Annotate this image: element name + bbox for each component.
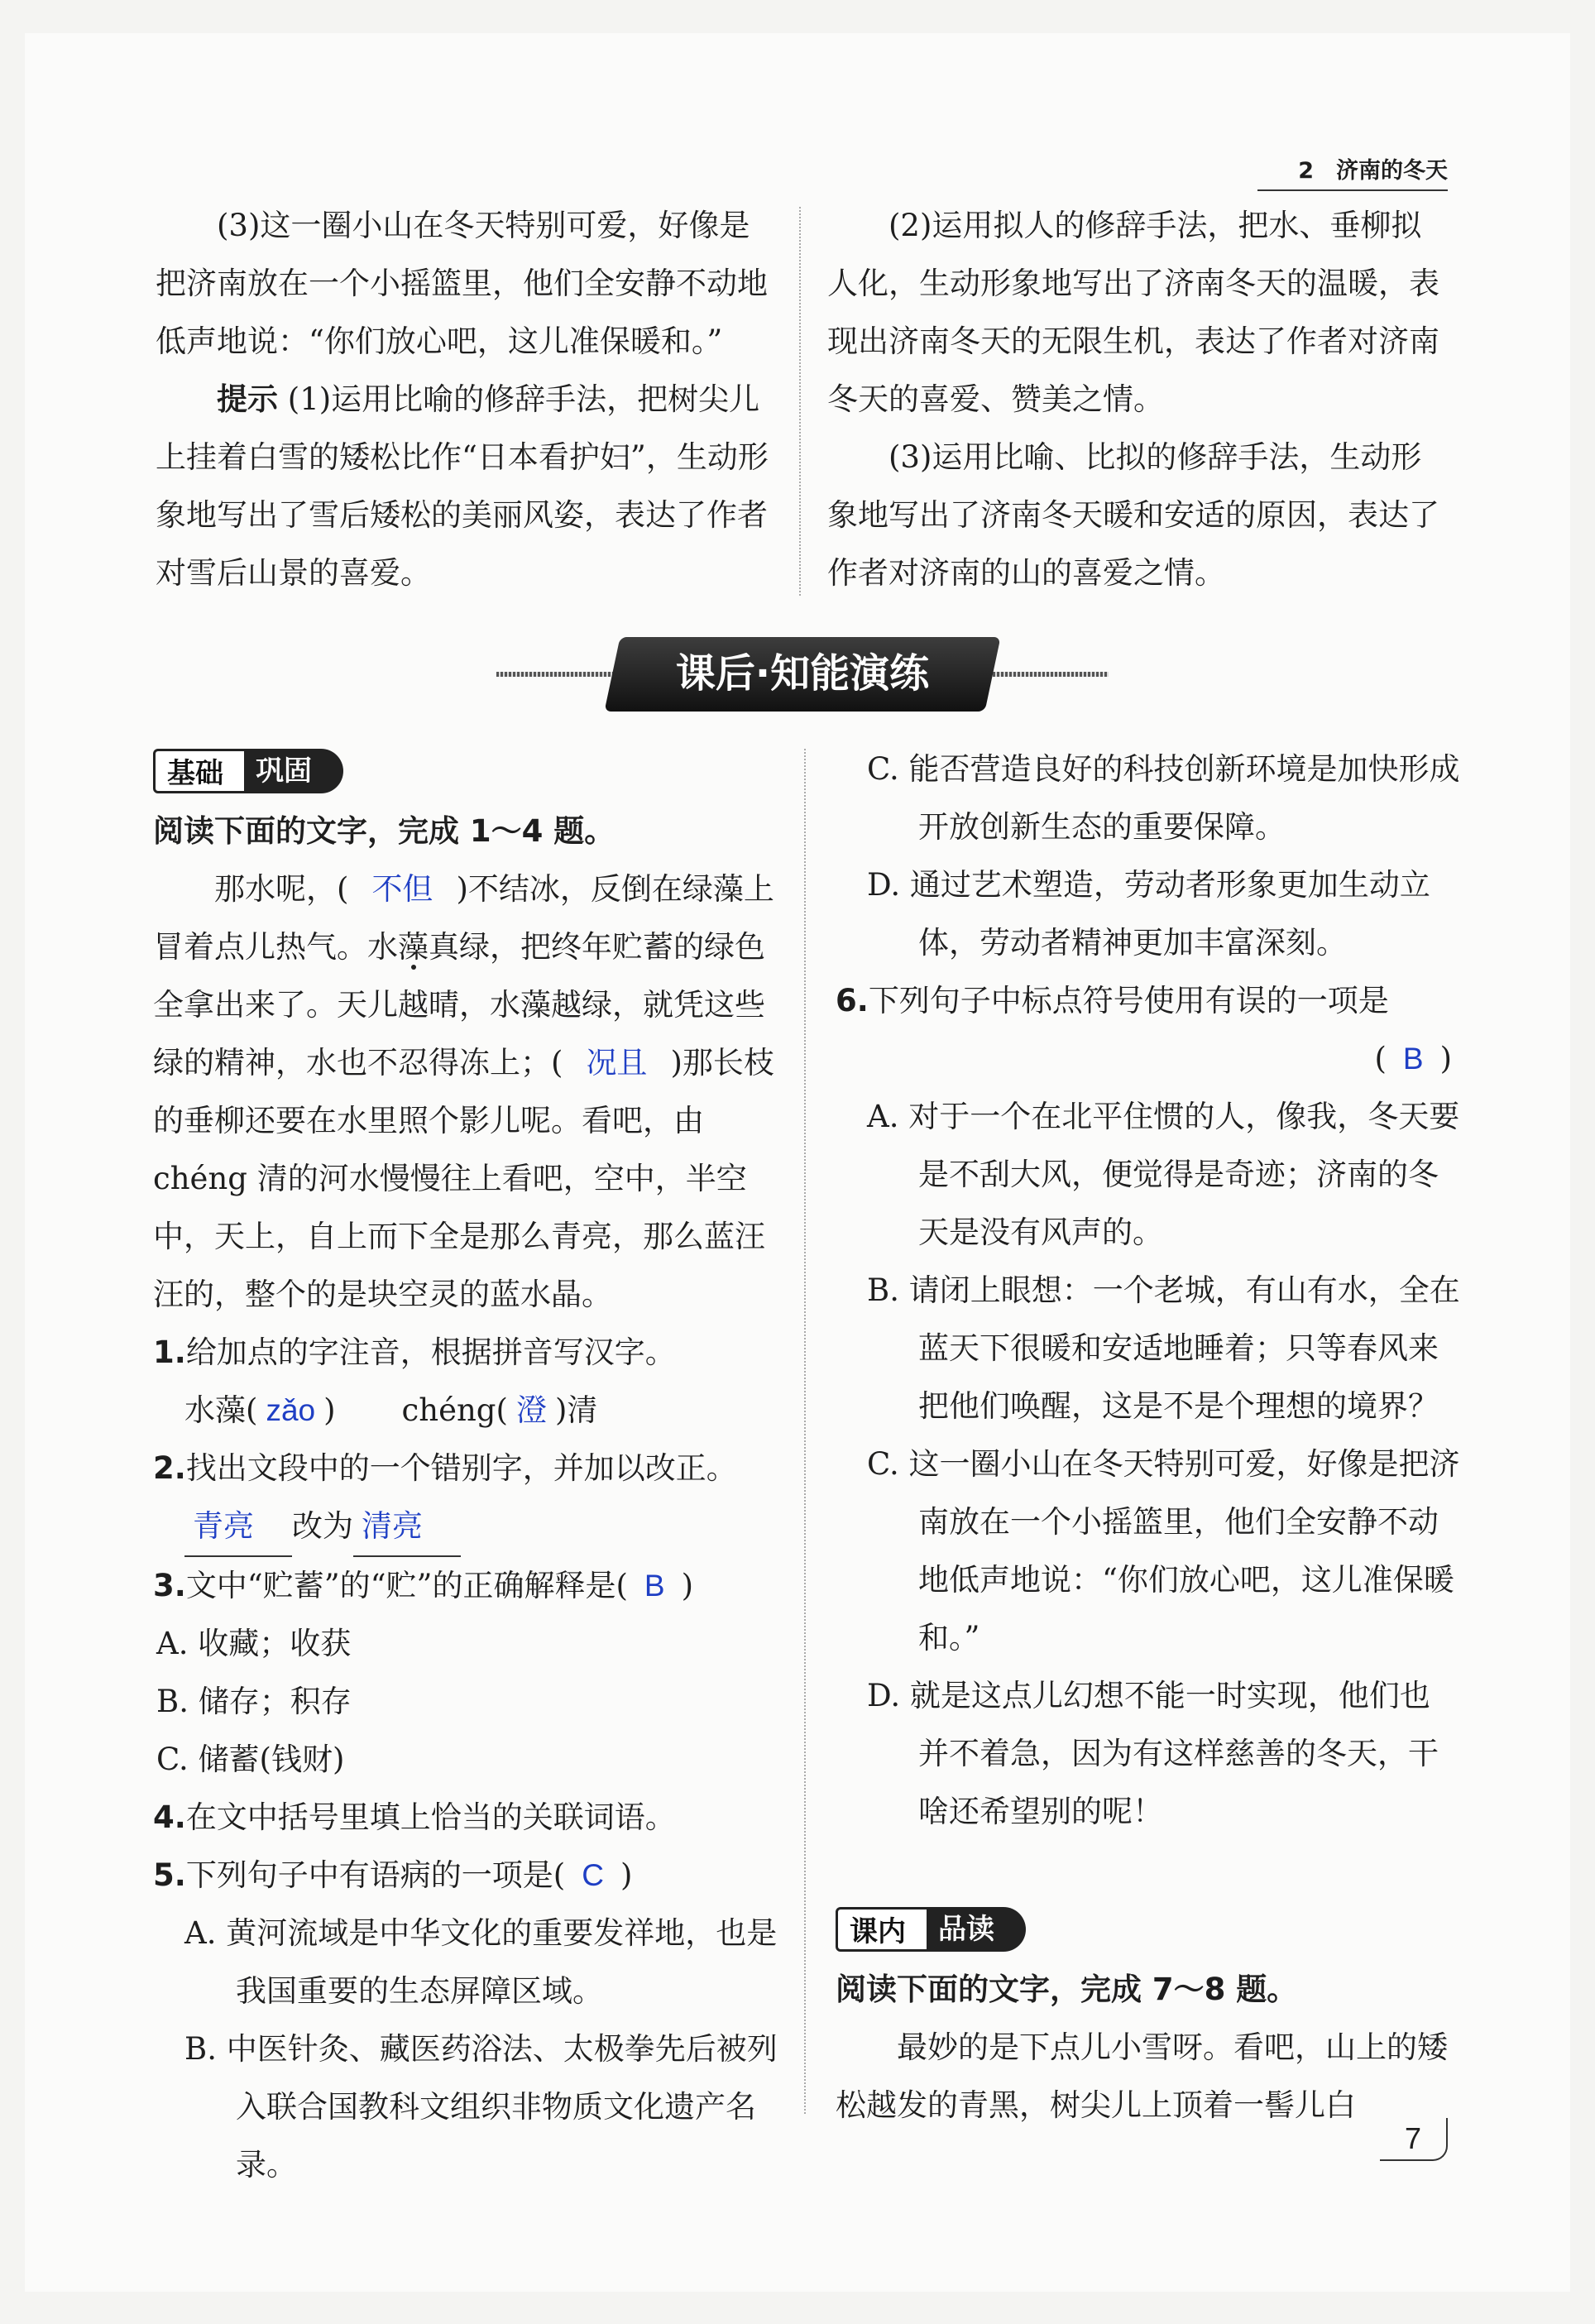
pinyin-answer[interactable]: zǎo: [266, 1393, 316, 1427]
hint-label: 提示: [217, 381, 278, 417]
question-5: 5.下列句子中有语病的一项是( C ): [153, 1857, 633, 1893]
top-column-divider: [799, 207, 801, 596]
basics-tag: [153, 749, 348, 793]
answer-2-text: (2)运用拟人的修辞手法，把水、垂柳拟人化，生动形象地写出了济南冬天的温暖，表现出济南冬天的无限生机，表达了作者对济南冬天的喜爱、赞美之情。: [827, 208, 1439, 417]
top-right-column: [827, 197, 1452, 602]
top-left-column: [156, 197, 772, 602]
q6-option: D. 就是这点儿幻想不能一时实现，他们也并不着急，因为有这样慈善的冬天，干啥还希望别的呢！: [867, 1678, 1439, 1829]
right-column: [836, 740, 1460, 1841]
reading-instruction-2: 阅读下面的文字，完成 7～8 题。: [836, 1972, 1298, 2007]
question-1-answers: 水藻( zǎo ) chéng( 澄 )清: [184, 1392, 598, 1428]
passage-2: 最妙的是下点儿小雪呀。看吧，山上的矮松越发的青黑，树尖儿上顶着一髻儿白: [836, 2029, 1448, 2123]
hint-text: (1)运用比喻的修辞手法，把树尖儿上挂着白雪的矮松比作“日本看护妇”，生动形象地写出了雪后矮松的美丽风姿，表达了作者对雪后山景的喜爱。: [156, 381, 769, 591]
lower-column-divider: [804, 749, 806, 2114]
chapter-header: 2 济南的冬天: [1257, 152, 1448, 191]
answer-blank-1[interactable]: 不但: [371, 872, 433, 906]
q5-answer[interactable]: C: [582, 1858, 604, 1892]
banner-right-rule: [984, 672, 1109, 677]
question-4: 4.在文中括号里填上恰当的关联词语。: [153, 1799, 676, 1835]
dotted-char: 藻: [398, 929, 429, 965]
tag-basics-b: 巩固: [244, 749, 343, 793]
question-1: 1.给加点的字注音，根据拼音写汉字。: [153, 1335, 676, 1370]
q5-option: A. 黄河流域是中华文化的重要发祥地，也是我国重要的生态屏障区域。: [184, 1915, 778, 2009]
q6-option: A. 对于一个在北平住惯的人，像我，冬天要是不刮大风，便觉得是奇迹；济南的冬天是没有风声的。: [867, 1099, 1460, 1250]
q6-option: C. 这一圈小山在冬天特别可爱，好像是把济南放在一个小摇篮里，他们全安静不动地低声地说：“你们放心吧，这儿准保暖和。”: [867, 1446, 1460, 1656]
answer-blank-2[interactable]: 况且: [586, 1046, 648, 1080]
char-answer[interactable]: 澄: [515, 1393, 547, 1427]
q6-option: B. 请闭上眼想：一个老城，有山有水，全在蓝天下很暖和安适地睡着；只等春风来把他们唤醒，这是不是个理想的境界？: [867, 1272, 1460, 1424]
wrong-word-blank[interactable]: 青亮: [184, 1497, 292, 1557]
right-column-bottom: [836, 1961, 1460, 2135]
answer-3b-text: (3)运用比喻、比拟的修辞手法，生动形象地写出了济南冬天暖和安适的原因，表达了作者对济南的山的喜爱之情。: [827, 439, 1439, 591]
left-column: [153, 803, 778, 2194]
q5-option: D. 通过艺术塑造，劳动者形象更加生动立体，劳动者精神更加丰富深刻。: [867, 867, 1430, 961]
banner-left-rule: [496, 672, 620, 677]
passage: 那水呢，( 不但 )不结冰，反倒在绿藻上冒着点儿热气。水藻真绿，把终年贮蓄的绿色全拿出来了。天儿越晴，水藻越绿，就凭这些绿的精神，水也不忍得冻上；( 况且 )那长枝的垂柳还要在水里照个影儿呢。看吧，由 chéng 清的河水慢慢往上看吧，空中，半空中，天上，自上而下全是那么青亮，那么蓝汪汪的，整个的是块空灵的蓝水晶。: [153, 871, 774, 1312]
q3-answer[interactable]: B: [644, 1569, 665, 1603]
hint-paragraph: [156, 371, 772, 602]
question-2-answers: 青亮 改为 清亮: [153, 1497, 778, 1557]
answer-3-text: (3)这一圈小山在冬天特别可爱，好像是把济南放在一个小摇篮里，他们全安静不动地低声地说：“你们放心吧，这儿准保暖和。”: [156, 208, 768, 359]
tag-inclass-b: 品读: [927, 1907, 1026, 1952]
page-number: 7: [1380, 2118, 1448, 2161]
question-6: 6.下列句子中标点符号使用有误的一项是: [836, 983, 1389, 1018]
q6-answer-line: ( B ): [1374, 1041, 1452, 1076]
question-3: 3.文中“贮蓄”的“贮”的正确解释是( B ): [153, 1568, 694, 1603]
reading-instruction-1: 阅读下面的文字，完成 1～4 题。: [153, 813, 615, 849]
q5-option: B. 中医针灸、藏医药浴法、太极拳先后被列入联合国教科文组织非物质文化遗产名录。: [184, 2031, 778, 2183]
q3-option: C. 储蓄(钱财): [156, 1742, 345, 1777]
section-title: 课后·知能演练: [675, 650, 930, 697]
tag-inclass-a: 课内: [836, 1907, 930, 1952]
q5-option: C. 能否营造良好的科技创新环境是加快形成开放创新生态的重要保障。: [867, 751, 1460, 845]
q6-answer[interactable]: B: [1402, 1042, 1424, 1076]
q3-option: A. 收藏；收获: [156, 1626, 352, 1661]
section-title-banner: [496, 637, 1109, 712]
tag-basics-a: 基础: [153, 749, 247, 793]
correct-word-blank[interactable]: 清亮: [353, 1497, 461, 1557]
question-2: 2.找出文段中的一个错别字，并加以改正。: [153, 1450, 737, 1486]
q3-option: B. 储存；积存: [156, 1684, 352, 1719]
in-class-tag: [836, 1907, 1031, 1952]
